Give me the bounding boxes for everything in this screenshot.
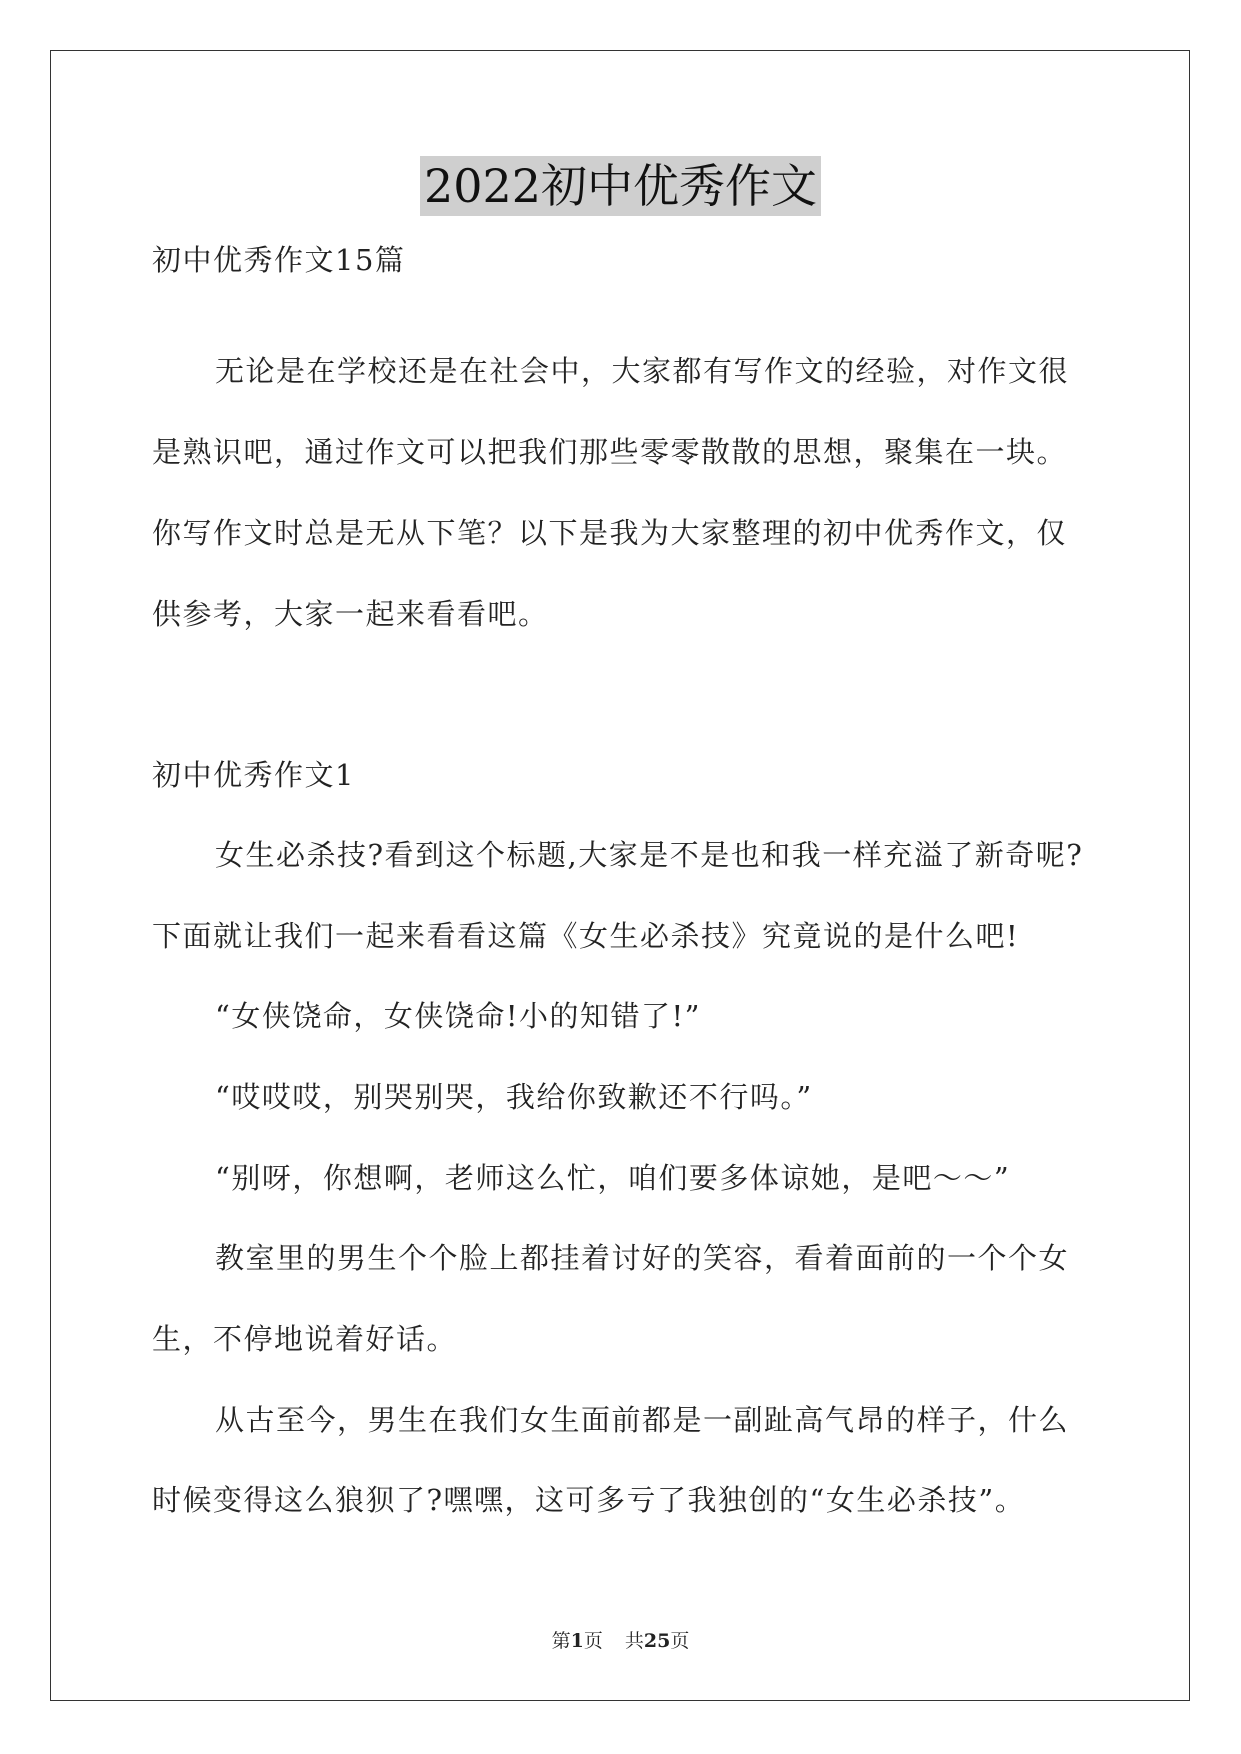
paragraph-line: 供参考，大家一起来看看吧。 [152,597,549,631]
title-container [0,156,1241,216]
section-heading: 初中优秀作文1 [152,758,355,792]
page-border [50,50,1190,1701]
paragraph-line: 是熟识吧，通过作文可以把我们那些零零散散的思想，聚集在一块。 [152,435,1068,469]
dialogue-line: “女侠饶命，女侠饶命!小的知错了!” [215,999,701,1033]
document-title: 2022初中优秀作文 [420,156,821,216]
dialogue-line: “别呀，你想啊，老师这么忙，咱们要多体谅她，是吧～～” [215,1161,1011,1195]
page-footer [0,1628,1241,1654]
paragraph-line: 生，不停地说着好话。 [152,1322,458,1356]
total-suffix: 页 [670,1630,690,1652]
total-page-count: 25 [643,1630,671,1652]
dialogue-line: “哎哎哎，别哭别哭，我给你致歉还不行吗。” [215,1080,813,1114]
page-prefix: 第 [551,1630,571,1652]
page-suffix: 页 [583,1630,603,1652]
document-subtitle: 初中优秀作文15篇 [152,243,406,277]
paragraph-line: 下面就让我们一起来看看这篇《女生必杀技》究竟说的是什么吧! [152,919,1020,953]
paragraph-line: 你写作文时总是无从下笔？以下是我为大家整理的初中优秀作文，仅 [152,516,1068,550]
paragraph-line: 从古至今，男生在我们女生面前都是一副趾高气昂的样子，什么 [215,1403,1070,1437]
paragraph-line: 无论是在学校还是在社会中，大家都有写作文的经验，对作文很 [215,354,1070,388]
paragraph-line: 时候变得这么狼狈了?嘿嘿，这可多亏了我独创的“女生必杀技”。 [152,1483,1026,1517]
current-page-number: 1 [570,1630,584,1652]
total-prefix: 共 [624,1630,644,1652]
paragraph-line: 女生必杀技?看到这个标题,大家是不是也和我一样充溢了新奇呢? [215,838,1084,872]
paragraph-line: 教室里的男生个个脸上都挂着讨好的笑容，看着面前的一个个女 [215,1241,1070,1275]
